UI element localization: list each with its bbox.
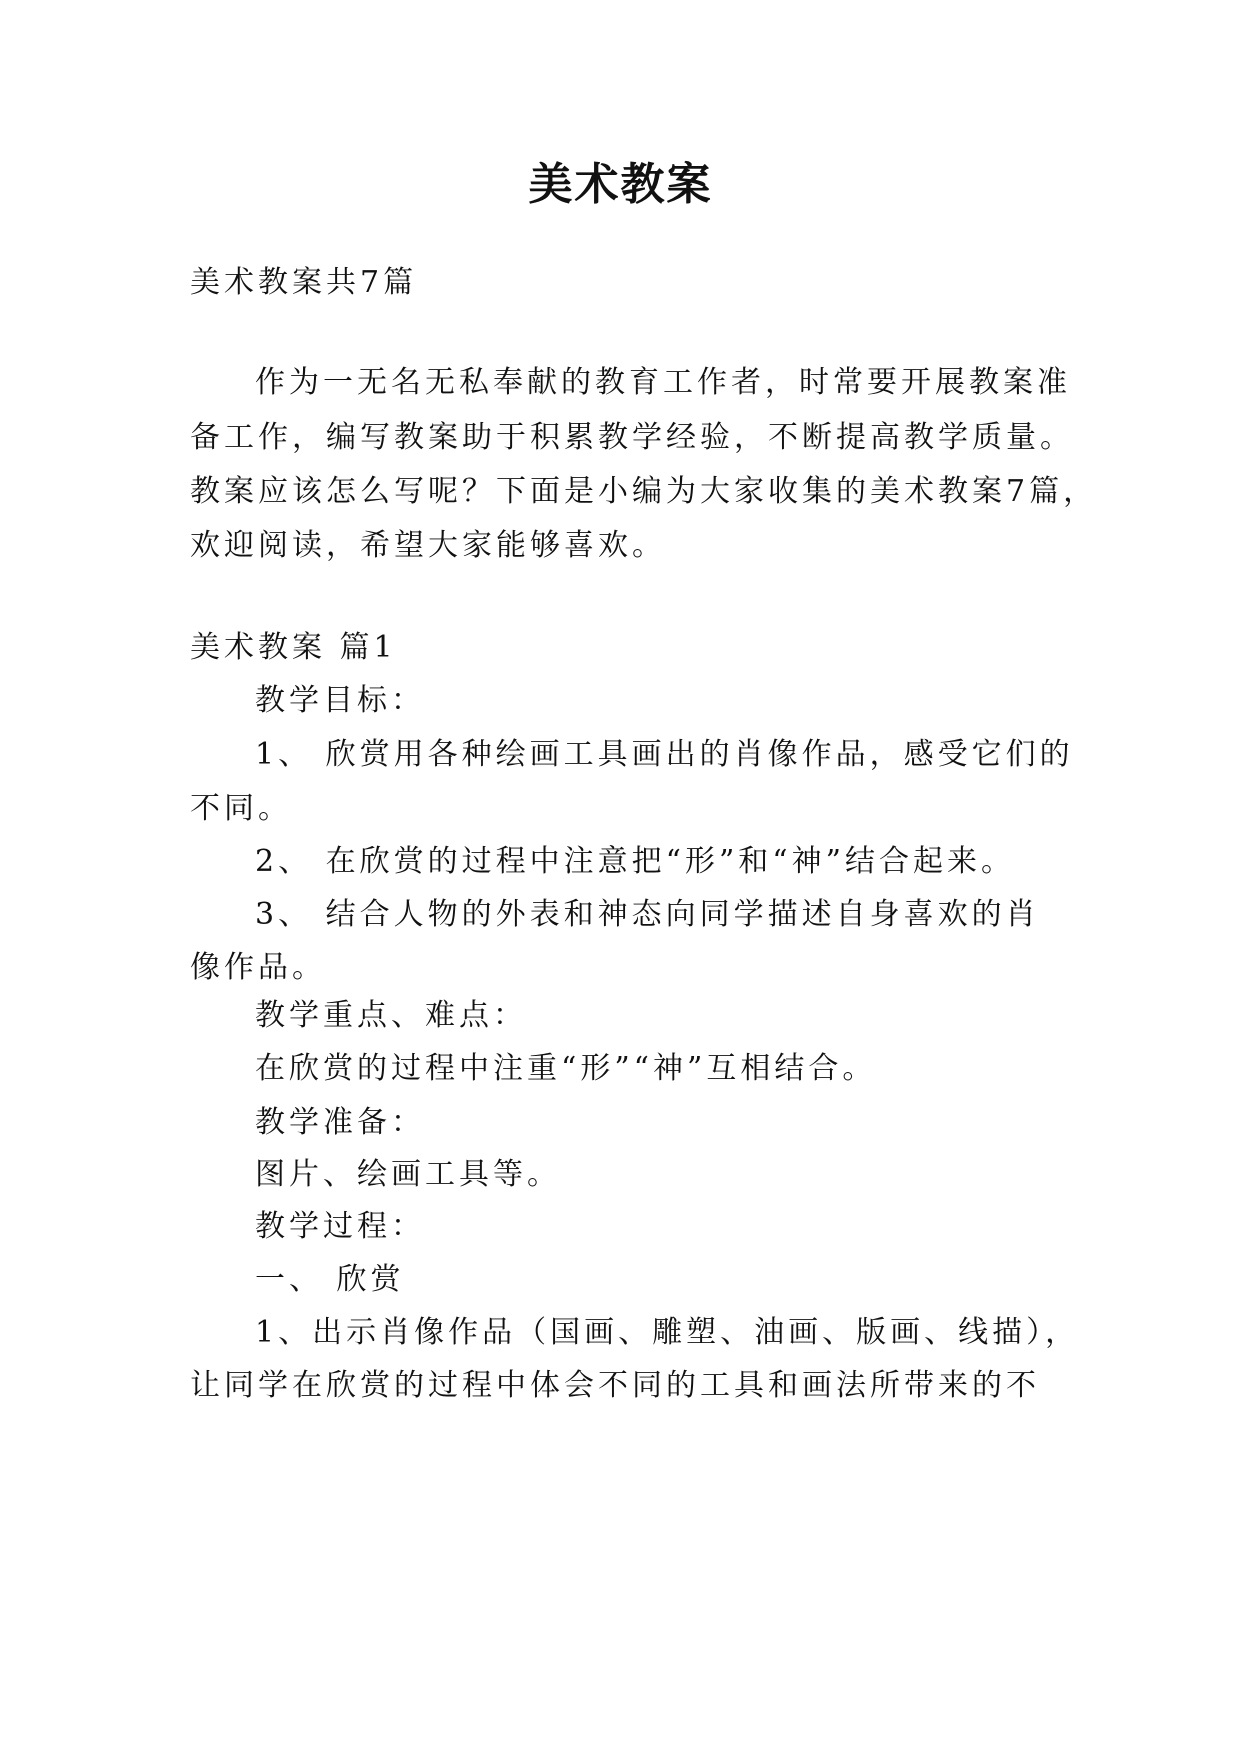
- section-heading: 美术教案 篇1: [190, 630, 397, 665]
- body-line: 像作品。: [190, 950, 326, 985]
- body-line: 2、 在欣赏的过程中注意把“形”和“神”结合起来。: [255, 844, 1015, 879]
- body-line: 让同学在欣赏的过程中体会不同的工具和画法所带来的不: [190, 1368, 1040, 1403]
- body-line: 教学目标：: [255, 683, 425, 718]
- body-line: 在欣赏的过程中注重“形”“神”互相结合。: [255, 1051, 877, 1086]
- body-line: 教学准备：: [255, 1105, 425, 1140]
- body-line: 一、 欣赏: [255, 1262, 405, 1297]
- collection-subtitle: 美术教案共7篇: [190, 265, 418, 300]
- document-title: 美术教案: [528, 159, 713, 210]
- body-line: 教学重点、难点：: [255, 998, 527, 1033]
- intro-paragraph-line: 欢迎阅读，希望大家能够喜欢。: [190, 528, 666, 563]
- body-line: 不同。: [190, 791, 292, 826]
- intro-paragraph-line: 作为一无名无私奉献的教育工作者，时常要开展教案准: [255, 365, 1071, 400]
- intro-paragraph-line: 教案应该怎么写呢？下面是小编为大家收集的美术教案7篇，: [190, 474, 1098, 509]
- intro-paragraph-line: 备工作，编写教案助于积累教学经验，不断提高教学质量。: [190, 420, 1074, 455]
- body-line: 教学过程：: [255, 1209, 425, 1244]
- body-line: 1、 欣赏用各种绘画工具画出的肖像作品，感受它们的: [255, 737, 1074, 772]
- body-line: 3、 结合人物的外表和神态向同学描述自身喜欢的肖: [255, 897, 1040, 932]
- body-line: 1、出示肖像作品（国画、雕塑、油画、版画、线描），: [255, 1315, 1080, 1350]
- body-line: 图片、绘画工具等。: [255, 1157, 561, 1192]
